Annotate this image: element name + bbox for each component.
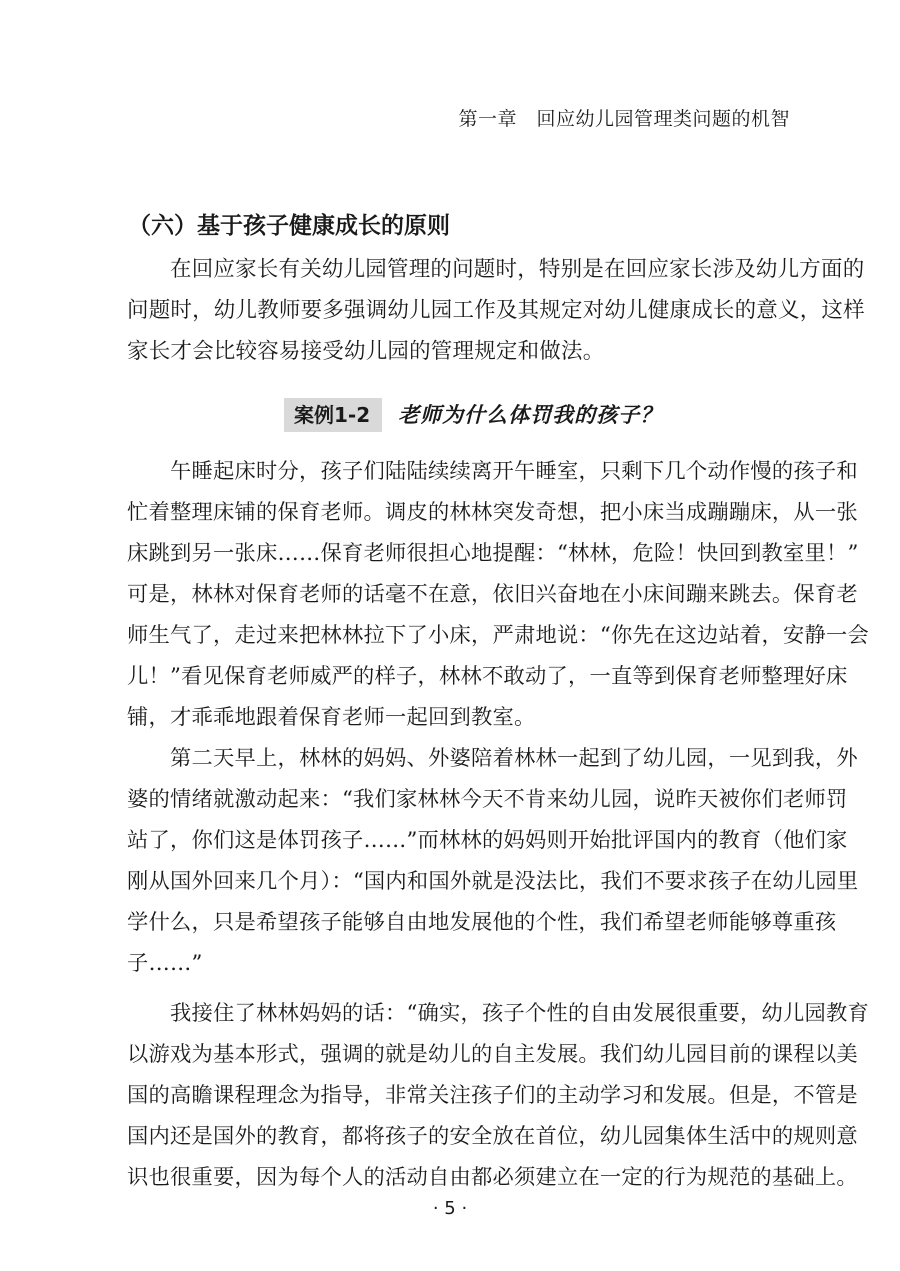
case-name: 老师为什么体罚我的孩子？: [398, 402, 663, 427]
case-paragraph-2: [127, 738, 859, 984]
case-line: 师生气了，走过来把林林拉下了小床，严肃地说：“你先在这边站着，安静一会: [127, 623, 869, 648]
case-line: 子……”: [127, 951, 203, 976]
case-title: [284, 397, 662, 433]
intro-line: 问题时，幼儿教师要多强调幼儿园工作及其规定对幼儿健康成长的意义，这样: [127, 298, 865, 323]
case-line: 我接住了林林妈妈的话：“确实，孩子个性的自由发展很重要，幼儿园教育: [170, 1001, 869, 1026]
case-body: [127, 451, 869, 1198]
intro-line: 家长才会比较容易接受幼儿园的管理规定和做法。: [127, 339, 605, 364]
running-header: 第一章 回应幼儿园管理类问题的机智: [458, 108, 790, 130]
intro-paragraph: [127, 249, 865, 372]
case-line: 第二天早上，林林的妈妈、外婆陪着林林一起到了幼儿园，一见到我，外: [170, 746, 858, 771]
case-line: 婆的情绪就激动起来：“我们家林林今天不肯来幼儿园，说昨天被你们老师罚: [127, 787, 848, 812]
case-line: 刚从国外回来几个月）：“国内和国外就是没法比，我们不要求孩子在幼儿园里: [127, 869, 859, 894]
intro-line: 在回应家长有关幼儿园管理的问题时，特别是在回应家长涉及幼儿方面的: [170, 257, 865, 282]
case-line: 国的高瞻课程理念为指导，非常关注孩子们的主动学习和发展。但是，不管是: [127, 1083, 858, 1108]
case-paragraph-1: [127, 451, 869, 738]
case-line: 国内还是国外的教育，都将孩子的安全放在首位，幼儿园集体生活中的规则意: [127, 1124, 858, 1149]
case-line: 午睡起床时分，孩子们陆陆续续离开午睡室，只剩下几个动作慢的孩子和: [170, 459, 858, 484]
case-paragraph-3: [127, 993, 869, 1198]
case-line: 儿！”看见保育老师威严的样子，林林不敢动了，一直等到保育老师整理好床: [127, 664, 848, 689]
case-line: 识也很重要，因为每个人的活动自由都必须建立在一定的行为规范的基础上。: [127, 1165, 858, 1190]
case-line: 忙着整理床铺的保育老师。调皮的林林突发奇想，把小床当成蹦蹦床，从一张: [127, 500, 858, 525]
case-line: 可是，林林对保育老师的话毫不在意，依旧兴奋地在小床间蹦来跳去。保育老: [127, 582, 858, 607]
case-line: 站了，你们这是体罚孩子……”而林林的妈妈则开始批评国内的教育（他们家: [127, 828, 848, 853]
case-line: 学什么，只是希望孩子能够自由地发展他的个性，我们希望老师能够尊重孩: [127, 910, 837, 935]
case-line: 床跳到另一张床……保育老师很担心地提醒：“林林，危险！快回到教室里！”: [127, 541, 859, 566]
section-heading: （六）基于孩子健康成长的原则: [128, 213, 450, 239]
case-line: 以游戏为基本形式，强调的就是幼儿的自主发展。我们幼儿园目前的课程以美: [127, 1042, 858, 1067]
case-label: 案例1-2: [284, 398, 382, 432]
page-number: · 5 ·: [432, 1198, 468, 1219]
case-line: 铺，才乖乖地跟着保育老师一起回到教室。: [127, 705, 536, 730]
